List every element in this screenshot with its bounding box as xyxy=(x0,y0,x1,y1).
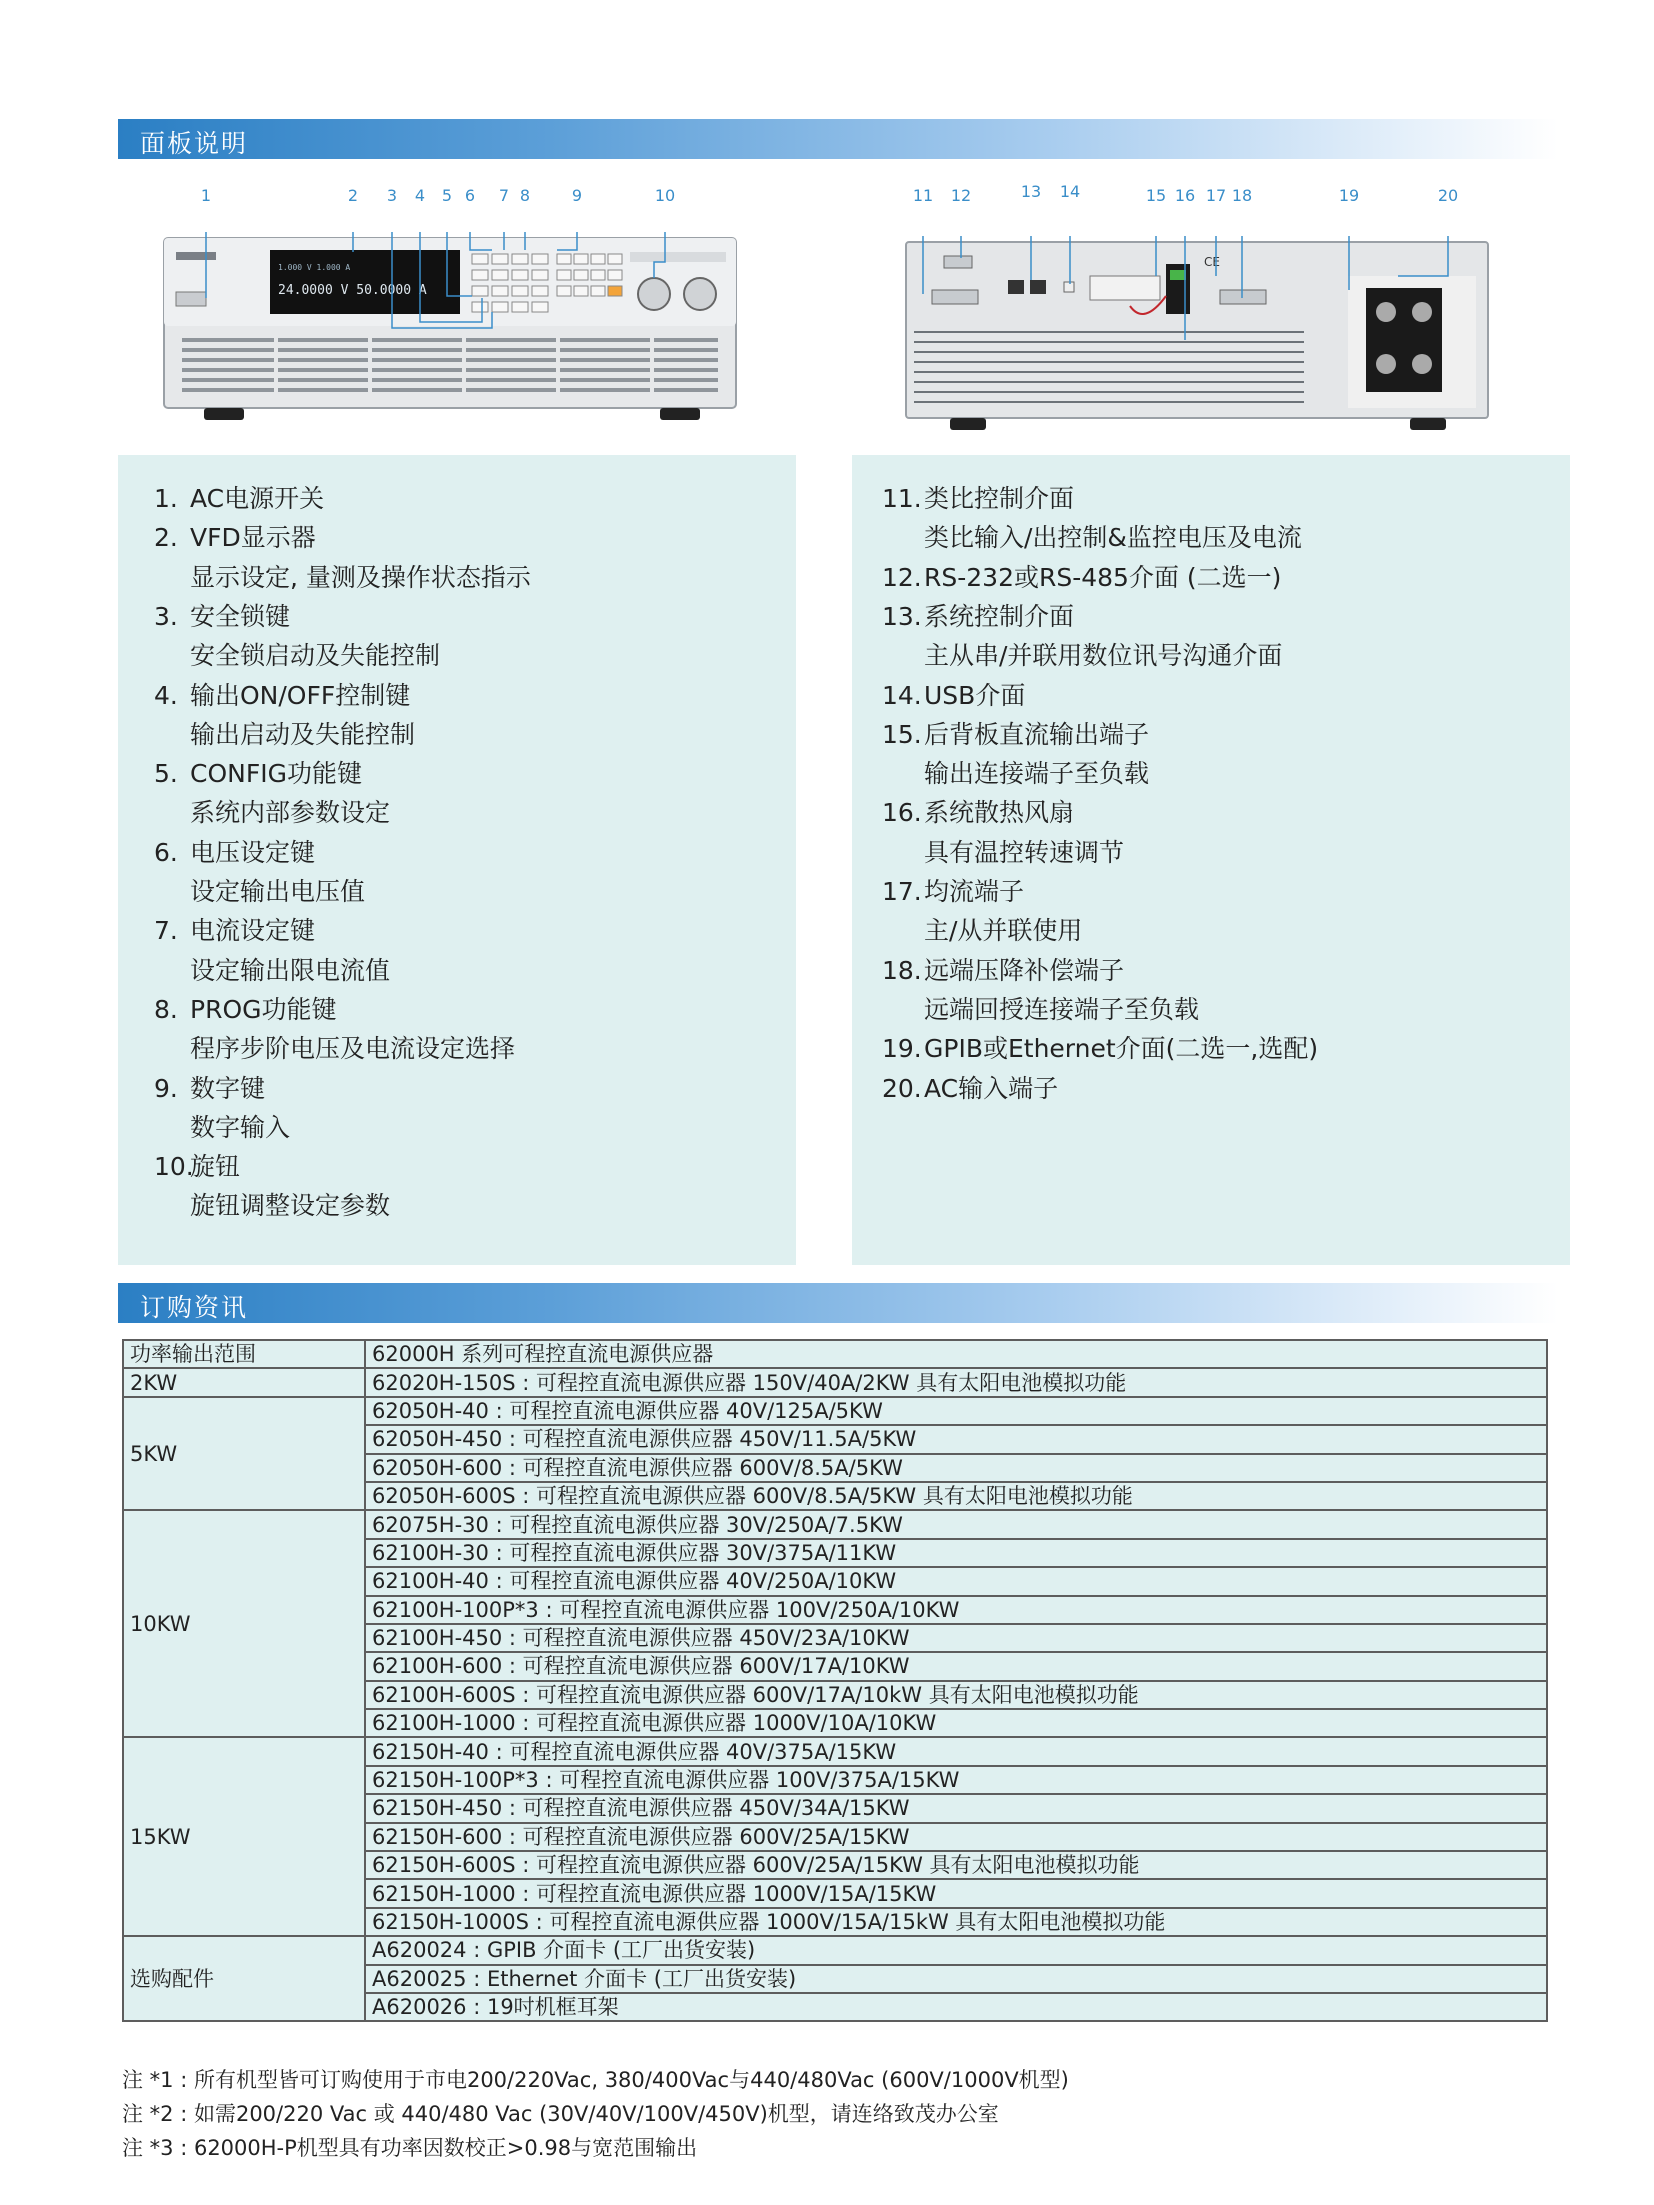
front-description-panel xyxy=(118,455,796,1265)
list-item xyxy=(154,676,410,712)
header-cell-category: 功率输出范围 xyxy=(123,1340,365,1368)
list-item xyxy=(882,1069,1058,1105)
category-cell: 选购配件 xyxy=(123,1936,365,2021)
item-number: 14. xyxy=(882,680,922,710)
model-cell: 62075H-30 : 可程控直流电源供应器 30V/250A/7.5KW xyxy=(365,1510,1547,1538)
item-number: 2. xyxy=(154,523,178,553)
item-number: 4. xyxy=(154,680,178,710)
callout-11: 11 xyxy=(912,186,934,205)
list-item xyxy=(154,479,324,515)
item-number: 18. xyxy=(882,955,922,985)
callout-7: 7 xyxy=(498,186,510,205)
list-item xyxy=(154,1147,240,1183)
model-cell: 62050H-600S : 可程控直流电源供应器 600V/8.5A/5KW 具有太阳电池模拟功能 xyxy=(365,1482,1547,1510)
item-number: 15. xyxy=(882,719,922,749)
item-description: 安全锁启动及失能控制 xyxy=(190,641,441,671)
section-header-ordering xyxy=(118,1283,1558,1323)
note-3: 注 *3 : 62000H-P机型具有功率因数校正>0.98与宽范围输出 xyxy=(122,2136,698,2160)
item-description: 设定输出限电流值 xyxy=(190,955,391,985)
item-number: 3. xyxy=(154,601,178,631)
model-cell: 62150H-600 : 可程控直流电源供应器 600V/25A/15KW xyxy=(365,1823,1547,1851)
ordering-table xyxy=(122,1339,1548,2022)
item-title: AC电源开关 xyxy=(190,484,325,513)
item-description: 主/从并联使用 xyxy=(924,916,1083,946)
callout-16: 16 xyxy=(1174,186,1196,205)
item-title: CONFIG功能键 xyxy=(190,759,362,789)
item-description: 旋钮调整设定参数 xyxy=(190,1191,391,1221)
callout-8: 8 xyxy=(519,186,531,205)
model-cell: 62150H-1000S : 可程控直流电源供应器 1000V/15A/15kW 具有太阳电池模拟功能 xyxy=(365,1908,1547,1936)
table-row xyxy=(123,1510,1547,1538)
item-title: 远端压降补偿端子 xyxy=(924,955,1125,985)
category-cell: 2KW xyxy=(123,1368,365,1396)
item-title: 电流设定键 xyxy=(190,916,316,946)
list-item xyxy=(882,793,1074,829)
item-number: 7. xyxy=(154,916,178,946)
item-description: 具有温控转速调节 xyxy=(924,837,1125,867)
model-cell: 62100H-1000 : 可程控直流电源供应器 1000V/10A/10KW xyxy=(365,1709,1547,1737)
callout-3: 3 xyxy=(386,186,398,205)
item-title: 后背板直流输出端子 xyxy=(924,719,1150,749)
table-row xyxy=(123,1368,1547,1396)
callout-1: 1 xyxy=(200,186,212,205)
section-title: 面板说明 xyxy=(140,129,249,158)
rear-description-panel xyxy=(852,455,1570,1265)
category-cell: 15KW xyxy=(123,1737,365,1936)
item-number: 19. xyxy=(882,1034,922,1064)
list-item xyxy=(154,833,315,869)
item-number: 16. xyxy=(882,798,922,828)
list-item xyxy=(154,597,290,633)
front-panel-image xyxy=(162,232,738,422)
model-cell: 62100H-600 : 可程控直流电源供应器 600V/17A/10KW xyxy=(365,1652,1547,1680)
item-description: 主从串/并联用数位讯号沟通介面 xyxy=(924,641,1283,671)
model-cell: 62150H-1000 : 可程控直流电源供应器 1000V/15A/15KW xyxy=(365,1879,1547,1907)
model-cell: 62150H-450 : 可程控直流电源供应器 450V/34A/15KW xyxy=(365,1794,1547,1822)
callout-17: 17 xyxy=(1205,186,1227,205)
category-cell: 5KW xyxy=(123,1397,365,1511)
item-title: VFD显示器 xyxy=(190,523,316,553)
model-cell: 62100H-600S : 可程控直流电源供应器 600V/17A/10kW 具有太阳电池模拟功能 xyxy=(365,1681,1547,1709)
list-item xyxy=(154,518,316,554)
list-item xyxy=(882,872,1024,908)
callout-10: 10 xyxy=(654,186,676,205)
callout-14: 14 xyxy=(1059,182,1081,201)
table-row xyxy=(123,1936,1547,1964)
callout-18: 18 xyxy=(1231,186,1253,205)
model-cell: 62100H-100P*3 : 可程控直流电源供应器 100V/250A/10KW xyxy=(365,1596,1547,1624)
callout-5: 5 xyxy=(441,186,453,205)
rear-panel-image xyxy=(904,236,1490,432)
item-description: 数字输入 xyxy=(190,1112,291,1142)
callout-2: 2 xyxy=(347,186,359,205)
model-cell: 62050H-600 : 可程控直流电源供应器 600V/8.5A/5KW xyxy=(365,1454,1547,1482)
list-item xyxy=(882,715,1149,751)
item-description: 远端回授连接端子至负载 xyxy=(924,994,1200,1024)
callout-12: 12 xyxy=(950,186,972,205)
section-title: 订购资讯 xyxy=(140,1293,249,1322)
item-number: 12. xyxy=(882,562,922,592)
item-title: 均流端子 xyxy=(924,877,1025,906)
table-row xyxy=(123,1397,1547,1425)
item-title: 电压设定键 xyxy=(190,837,316,867)
item-description: 输出启动及失能控制 xyxy=(190,719,416,749)
section-header-panel xyxy=(118,119,1558,159)
rear-panel-drawing xyxy=(904,236,1490,432)
note-1: 注 *1 : 所有机型皆可订购使用于市电200/220Vac, 380/400Vac与440/480Vac (600V/1000V机型) xyxy=(122,2068,1069,2092)
item-description: 输出连接端子至负载 xyxy=(924,759,1150,789)
svg-text:CE: CE xyxy=(1204,255,1220,269)
model-cell: 62020H-150S : 可程控直流电源供应器 150V/40A/2KW 具有太阳电池模拟功能 xyxy=(365,1368,1547,1396)
item-number: 5. xyxy=(154,759,178,789)
item-title: PROG功能键 xyxy=(190,994,337,1024)
item-title: 系统控制介面 xyxy=(924,601,1075,631)
item-description: 系统内部参数设定 xyxy=(190,798,391,828)
list-item xyxy=(882,1029,1318,1065)
callout-13: 13 xyxy=(1020,182,1042,201)
item-title: AC输入端子 xyxy=(924,1073,1059,1103)
item-title: 安全锁键 xyxy=(190,601,291,631)
item-description: 设定输出电压值 xyxy=(190,877,366,906)
item-title: 类比控制介面 xyxy=(924,484,1075,513)
model-cell: 62100H-40 : 可程控直流电源供应器 40V/250A/10KW xyxy=(365,1567,1547,1595)
note-2: 注 *2 : 如需200/220 Vac 或 440/480 Vac (30V/40V/100V/450V)机型，请连络致茂办公室 xyxy=(122,2102,999,2126)
vfd-readout: 24.0000 V 50.0000 A xyxy=(278,283,427,298)
callout-20: 20 xyxy=(1437,186,1459,205)
list-item xyxy=(154,911,315,947)
list-item xyxy=(154,1069,265,1105)
front-panel-drawing xyxy=(162,232,738,422)
list-item xyxy=(882,558,1281,594)
callout-15: 15 xyxy=(1145,186,1167,205)
model-cell: 62150H-40 : 可程控直流电源供应器 40V/375A/15KW xyxy=(365,1737,1547,1765)
list-item xyxy=(882,951,1124,987)
list-item xyxy=(154,754,362,790)
callout-9: 9 xyxy=(571,186,583,205)
model-cell: A620026 : 19吋机框耳架 xyxy=(365,1993,1547,2021)
item-number: 8. xyxy=(154,994,178,1024)
item-description: 显示设定, 量测及操作状态指示 xyxy=(190,562,531,592)
callout-6: 6 xyxy=(464,186,476,205)
item-description: 类比输入/出控制&监控电压及电流 xyxy=(924,523,1302,553)
model-cell: 62100H-450 : 可程控直流电源供应器 450V/23A/10KW xyxy=(365,1624,1547,1652)
list-item xyxy=(882,597,1074,633)
model-cell: 62050H-450 : 可程控直流电源供应器 450V/11.5A/5KW xyxy=(365,1425,1547,1453)
list-item xyxy=(882,479,1074,515)
item-number: 20. xyxy=(882,1073,922,1103)
item-title: USB介面 xyxy=(924,680,1026,710)
category-cell: 10KW xyxy=(123,1510,365,1737)
model-cell: 62050H-40 : 可程控直流电源供应器 40V/125A/5KW xyxy=(365,1397,1547,1425)
item-number: 6. xyxy=(154,837,178,867)
header-cell-series: 62000H 系列可程控直流电源供应器 xyxy=(365,1340,1547,1368)
item-title: 旋钮 xyxy=(190,1152,241,1182)
item-number: 10. xyxy=(154,1152,194,1182)
item-description: 程序步阶电压及电流设定选择 xyxy=(190,1034,516,1064)
model-cell: 62100H-30 : 可程控直流电源供应器 30V/375A/11KW xyxy=(365,1539,1547,1567)
list-item xyxy=(882,676,1025,712)
item-number: 17. xyxy=(882,877,922,906)
item-title: 数字键 xyxy=(190,1073,266,1103)
model-cell: 62150H-100P*3 : 可程控直流电源供应器 100V/375A/15KW xyxy=(365,1766,1547,1794)
item-title: GPIB或Ethernet介面(二选一,选配) xyxy=(924,1034,1319,1064)
model-cell: 62150H-600S : 可程控直流电源供应器 600V/25A/15KW 具有太阳电池模拟功能 xyxy=(365,1851,1547,1879)
item-title: 系统散热风扇 xyxy=(924,798,1075,828)
item-title: 输出ON/OFF控制键 xyxy=(190,680,411,710)
list-item xyxy=(154,990,337,1026)
table-row xyxy=(123,1737,1547,1765)
item-number: 11. xyxy=(882,484,922,513)
callout-4: 4 xyxy=(414,186,426,205)
item-number: 9. xyxy=(154,1073,178,1103)
callout-19: 19 xyxy=(1338,186,1360,205)
item-number: 1. xyxy=(154,484,178,513)
model-cell: A620024 : GPIB 介面卡 (工厂出货安装) xyxy=(365,1936,1547,1964)
svg-text:1.000 V 1.000 A: 1.000 V 1.000 A xyxy=(278,263,351,272)
model-cell: A620025 : Ethernet 介面卡 (工厂出货安装) xyxy=(365,1965,1547,1993)
item-title: RS-232或RS-485介面 (二选一) xyxy=(924,562,1282,592)
item-number: 13. xyxy=(882,601,922,631)
table-header-row xyxy=(123,1340,1547,1368)
